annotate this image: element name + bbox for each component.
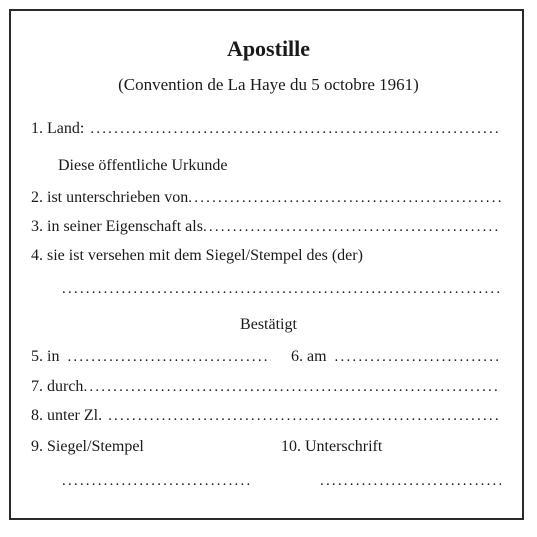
field-signed-by	[31, 187, 501, 209]
field-date-blank[interactable]	[335, 346, 501, 368]
field-by-label: 7. durch	[31, 378, 84, 395]
field-date-label: 6. am	[291, 348, 327, 365]
field-number-label: 8. unter Zl.	[31, 407, 103, 424]
form-title: Apostille	[226, 36, 311, 61]
field-signature-blank[interactable]	[320, 470, 501, 492]
field-place-label: 5. in	[31, 348, 60, 365]
field-place	[31, 346, 271, 368]
field-number	[31, 405, 501, 427]
field-seal-blank[interactable]	[62, 278, 501, 300]
field-capacity-blank[interactable]	[203, 216, 501, 238]
intro-text: Diese öffentliche Urkunde	[58, 157, 228, 174]
field-seal	[62, 278, 501, 300]
field-seal-stamp-label: 9. Siegel/Stempel	[31, 438, 144, 455]
field-land	[31, 118, 501, 140]
field-signature-label: 10. Unterschrift	[281, 438, 383, 455]
field-date	[291, 346, 501, 368]
section-heading: Bestätigt	[240, 316, 297, 333]
field-signed-by-blank[interactable]	[188, 187, 501, 209]
field-place-blank[interactable]	[67, 346, 271, 368]
field-by-blank[interactable]	[83, 376, 501, 398]
field-signed-by-label: 2. ist unterschrieben von	[31, 189, 189, 206]
field-capacity	[31, 216, 501, 238]
field-number-blank[interactable]	[108, 405, 501, 427]
field-seal-label: 4. sie ist versehen mit dem Siegel/Stempel des (der)	[31, 247, 363, 264]
field-land-label: 1. Land:	[31, 120, 85, 137]
field-land-blank[interactable]	[90, 118, 501, 140]
field-by	[31, 376, 501, 398]
field-seal-stamp-blank[interactable]	[62, 470, 252, 492]
form-subtitle: (Convention de La Haye du 5 octobre 1961)	[118, 75, 419, 94]
field-capacity-label: 3. in seiner Eigenschaft als	[31, 218, 203, 235]
